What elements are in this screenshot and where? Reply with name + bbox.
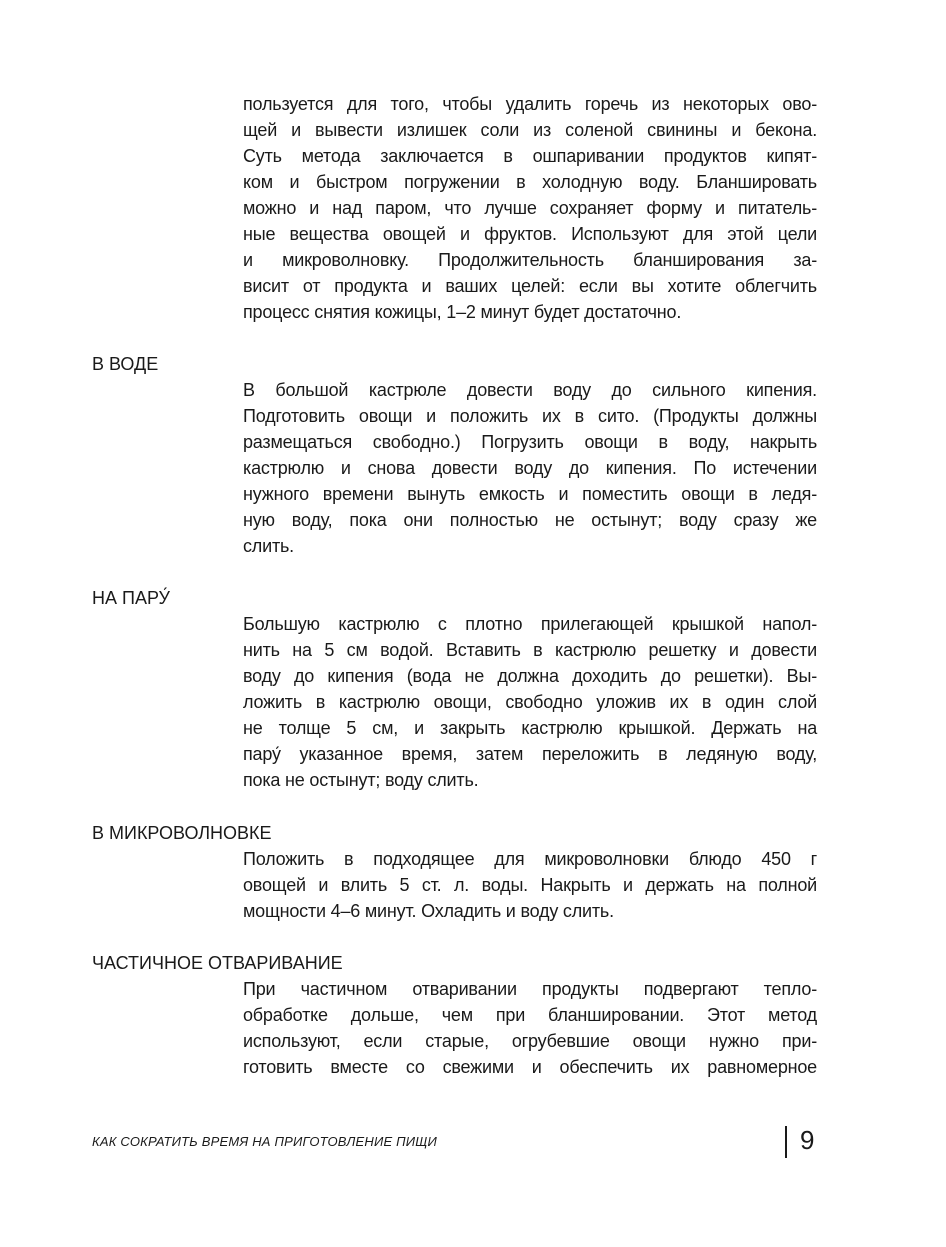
text-line: ложить в кастрюлю овощи, свободно уложив их в один слой	[243, 692, 817, 712]
text-line: и микроволновку. Продолжительность бланширования за-	[243, 250, 817, 270]
text-line: готовить вместе со свежими и обеспечить их равномерное	[243, 1057, 817, 1077]
text-line: пользуется для того, чтобы удалить горечь из некоторых ово-	[243, 94, 817, 114]
body-paragraph	[243, 846, 817, 924]
text-line: размещаться свободно.) Погрузить овощи в воду, накрыть	[243, 432, 817, 452]
text-line: пару́ указанное время, затем переложить в ледяную воду,	[243, 744, 817, 764]
section-heading: В МИКРОВОЛНОВКЕ	[92, 823, 272, 843]
text-line: щей и вывести излишек соли из соленой свинины и бекона.	[243, 120, 817, 140]
page-number: 9	[800, 1125, 815, 1155]
section-heading: В ВОДЕ	[92, 354, 159, 374]
text-line: мощности 4–6 минут. Охладить и воду слить.	[243, 901, 614, 921]
text-line: можно и над паром, что лучше сохраняет форму и питатель-	[243, 198, 817, 218]
text-line: В большой кастрюле довести воду до сильного кипения.	[243, 380, 817, 400]
text-line: ком и быстром погружении в холодную воду. Бланшировать	[243, 172, 817, 192]
text-line: пока не остынут; воду слить.	[243, 770, 479, 790]
body-paragraph	[243, 976, 817, 1080]
text-line: висит от продукта и ваших целей: если вы хотите облегчить	[243, 276, 817, 296]
text-line: кастрюлю и снова довести воду до кипения. По истечении	[243, 458, 817, 478]
section-heading: ЧАСТИЧНОЕ ОТВАРИВАНИЕ	[92, 953, 343, 973]
text-line: не толще 5 см, и закрыть кастрюлю крышкой. Держать на	[243, 718, 817, 738]
text-line: Положить в подходящее для микроволновки блюдо 450 г	[243, 849, 817, 869]
page-number-divider	[785, 1126, 787, 1158]
body-paragraph	[243, 91, 817, 325]
text-line: воду до кипения (вода не должна доходить до решетки). Вы-	[243, 666, 817, 686]
section-heading: НА ПАРУ́	[92, 588, 170, 608]
text-line: Большую кастрюлю с плотно прилегающей крышкой напол-	[243, 614, 817, 634]
text-line: Суть метода заключается в ошпаривании продуктов кипят-	[243, 146, 817, 166]
running-footer-title: КАК СОКРАТИТЬ ВРЕМЯ НА ПРИГОТОВЛЕНИЕ ПИЩИ	[92, 1134, 437, 1149]
body-paragraph	[243, 377, 817, 559]
text-line: нужного времени вынуть емкость и поместить овощи в ледя-	[243, 484, 817, 504]
text-line: овощей и влить 5 ст. л. воды. Накрыть и держать на полной	[243, 875, 817, 895]
text-line: нить на 5 см водой. Вставить в кастрюлю решетку и довести	[243, 640, 817, 660]
body-paragraph	[243, 611, 817, 793]
text-line: используют, если старые, огрубевшие овощи нужно при-	[243, 1031, 817, 1051]
text-line: ную воду, пока они полностью не остынут; воду сразу же	[243, 510, 817, 530]
text-line: При частичном отваривании продукты подвергают тепло-	[243, 979, 817, 999]
text-line: обработке дольше, чем при бланшировании. Этот метод	[243, 1005, 817, 1025]
text-line: слить.	[243, 536, 294, 556]
text-line: ные вещества овощей и фруктов. Используют для этой цели	[243, 224, 817, 244]
text-line: процесс снятия кожицы, 1–2 минут будет достаточно.	[243, 302, 682, 322]
text-line: Подготовить овощи и положить их в сито. (Продукты должны	[243, 406, 817, 426]
